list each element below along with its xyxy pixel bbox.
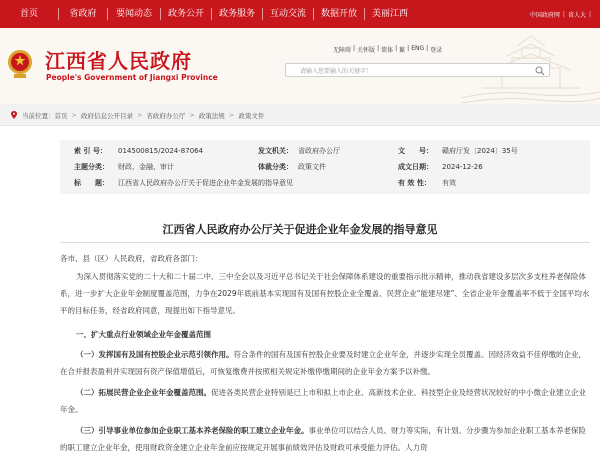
link-divider: | [562, 10, 565, 18]
nav-item-gov-services[interactable]: 政务服务 [218, 9, 255, 19]
document-paragraph-2 [60, 384, 590, 418]
nav-item-beautiful-jiangxi[interactable]: 美丽江西 [371, 9, 408, 19]
nav-item-home[interactable]: 首页 [19, 9, 38, 19]
util-traditional[interactable]: 繁 [399, 47, 406, 54]
util-divider: | [407, 45, 410, 52]
location-pin-icon [10, 111, 18, 119]
national-emblem-icon [7, 48, 33, 80]
breadcrumb-policy-regs[interactable]: 政策法规 [198, 111, 225, 120]
meta-title-value: 江西省人民政府办公厅关于促进企业年金发展的指导意见 [118, 179, 293, 187]
meta-index-value: 014500815/2024-87064 [118, 147, 204, 155]
meta-topic-label: 主题分类： [74, 163, 109, 171]
paragraph-3-body: 事业单位可以结合人员、财力等实际，有计划、分步骤为参加企业职工基本养老保险的职工建立企业年金，使用财政资金建立企业年金前应按规定开展事前绩效评估及财政可承受能力评估。人力资 [60, 426, 586, 452]
nav-item-gov-affairs-open[interactable]: 政务公开 [167, 9, 204, 19]
util-care-mode[interactable]: 关怀版 [357, 47, 376, 54]
document-salutation: 各市、县（区）人民政府，省政府各部门： [60, 254, 203, 263]
util-login[interactable]: 登录 [430, 47, 443, 54]
nav-item-interaction[interactable]: 互动交流 [269, 9, 306, 19]
meta-date-label: 成文日期： [398, 163, 433, 171]
util-divider: | [426, 45, 429, 52]
nav-item-news[interactable]: 要闻动态 [115, 9, 152, 19]
paragraph-1-body: 符合条件的国有及国有控股企业要及时建立企业年金，并逐步实现全员覆盖。因经济效益不佳停缴的企业，在合并报表盈利并实现国有资产保值增值后，可恢复缴费并按照相关规定补缴停缴期间的企业年金方案予以补缴。 [60, 350, 586, 376]
header-utilities [333, 45, 444, 54]
paragraph-3-lead: （三）引导事业单位参加企业职工基本养老保险的职工建立企业年金。 [76, 426, 309, 435]
nav-item-open-data[interactable]: 数据开放 [320, 9, 357, 19]
search-placeholder: 请输入您要输入的关键字！ [300, 68, 373, 75]
meta-index-label: 索 引 号： [74, 147, 107, 155]
search-input[interactable] [285, 63, 550, 77]
paragraph-2-lead: （二）拓展民营企业企业年金覆盖范围。 [76, 388, 211, 397]
meta-date-value: 2024-12-26 [442, 163, 483, 171]
util-divider: | [353, 45, 356, 52]
meta-topic-value: 财政、金融、审计 [118, 163, 174, 171]
meta-row [60, 174, 590, 192]
breadcrumb-office[interactable]: 省政府办公厅 [146, 111, 186, 120]
meta-docno-label: 文 号： [398, 147, 433, 155]
breadcrumb-label: 当前位置： [22, 111, 55, 120]
nav-item-province-gov[interactable]: 省政府 [69, 9, 97, 19]
link-npc[interactable]: 省人大 [567, 11, 586, 19]
top-nav-bar [0, 0, 600, 28]
util-divider: | [377, 45, 380, 52]
meta-category-value: 政策文件 [298, 163, 326, 171]
link-divider-more: | [588, 10, 591, 18]
util-divider: | [395, 45, 398, 52]
site-subtitle: People's Government of Jiangxi Province [46, 73, 218, 82]
breadcrumb-separator: > [136, 111, 143, 119]
section-heading-1: 一、扩大重点行业领域企业年金覆盖范围 [76, 330, 211, 339]
meta-docno-value: 赣府厅发〔2024〕35号 [442, 147, 518, 155]
util-accessibility[interactable]: 无障碍 [333, 47, 352, 54]
meta-issuer-value: 省政府办公厅 [298, 147, 340, 155]
paragraph-2-body: 促进各类民营企业特别是已上市和拟上市企业、高新技术企业、科技型企业及经营状况较好的中小微企业建立企业年金。 [60, 388, 586, 414]
document-paragraph-3 [60, 422, 590, 455]
breadcrumb-separator: > [189, 111, 195, 119]
breadcrumb-separator: > [71, 111, 77, 119]
breadcrumb-bar [0, 104, 600, 126]
site-header [0, 28, 600, 104]
title-divider [60, 242, 590, 243]
document-intro-paragraph: 为深入贯彻落实党的二十大和二十届二中、三中全会以及习近平总书记关于社会保障体系建设的重要指示批示精神，推动我省建设多层次多支柱养老保险体系，进一步扩大企业年金制度覆盖范围，力争在2029年底前基本实现国有及国有控股企业全覆盖、民营企业“能建尽建”、全省企业年金覆盖率不低于全国平均水平的目标任务，经省政府同意，现提出如下指导意见。 [60, 272, 590, 315]
link-central-gov[interactable]: 中国政府网 [529, 11, 560, 19]
search-icon[interactable] [535, 66, 545, 76]
top-links [530, 0, 594, 28]
breadcrumb-catalog[interactable]: 政府信息公开目录 [80, 111, 133, 120]
breadcrumb [10, 104, 264, 126]
document-paragraph-1 [60, 346, 590, 380]
util-simplified[interactable]: 简体 [381, 47, 394, 54]
main-nav [0, 0, 415, 28]
breadcrumb-separator: > [228, 111, 235, 119]
site-title: 江西省人民政府 [45, 49, 192, 73]
breadcrumb-home[interactable]: 首页 [54, 111, 68, 120]
document-title: 江西省人民政府办公厅关于促进企业年金发展的指导意见 [162, 223, 438, 236]
meta-category-label: 体裁分类： [258, 163, 293, 171]
document-meta-table [60, 140, 590, 194]
meta-title-label: 标 题： [74, 179, 109, 187]
paragraph-1-lead: （一）发挥国有及国有控股企业示范引领作用。 [76, 350, 234, 359]
breadcrumb-policy-docs[interactable]: 政策文件 [238, 111, 265, 120]
meta-validity-label: 有 效 性： [398, 179, 431, 187]
util-english[interactable]: ENG [411, 45, 425, 52]
meta-issuer-label: 发文机关： [258, 147, 293, 155]
meta-validity-value: 有效 [442, 179, 456, 187]
